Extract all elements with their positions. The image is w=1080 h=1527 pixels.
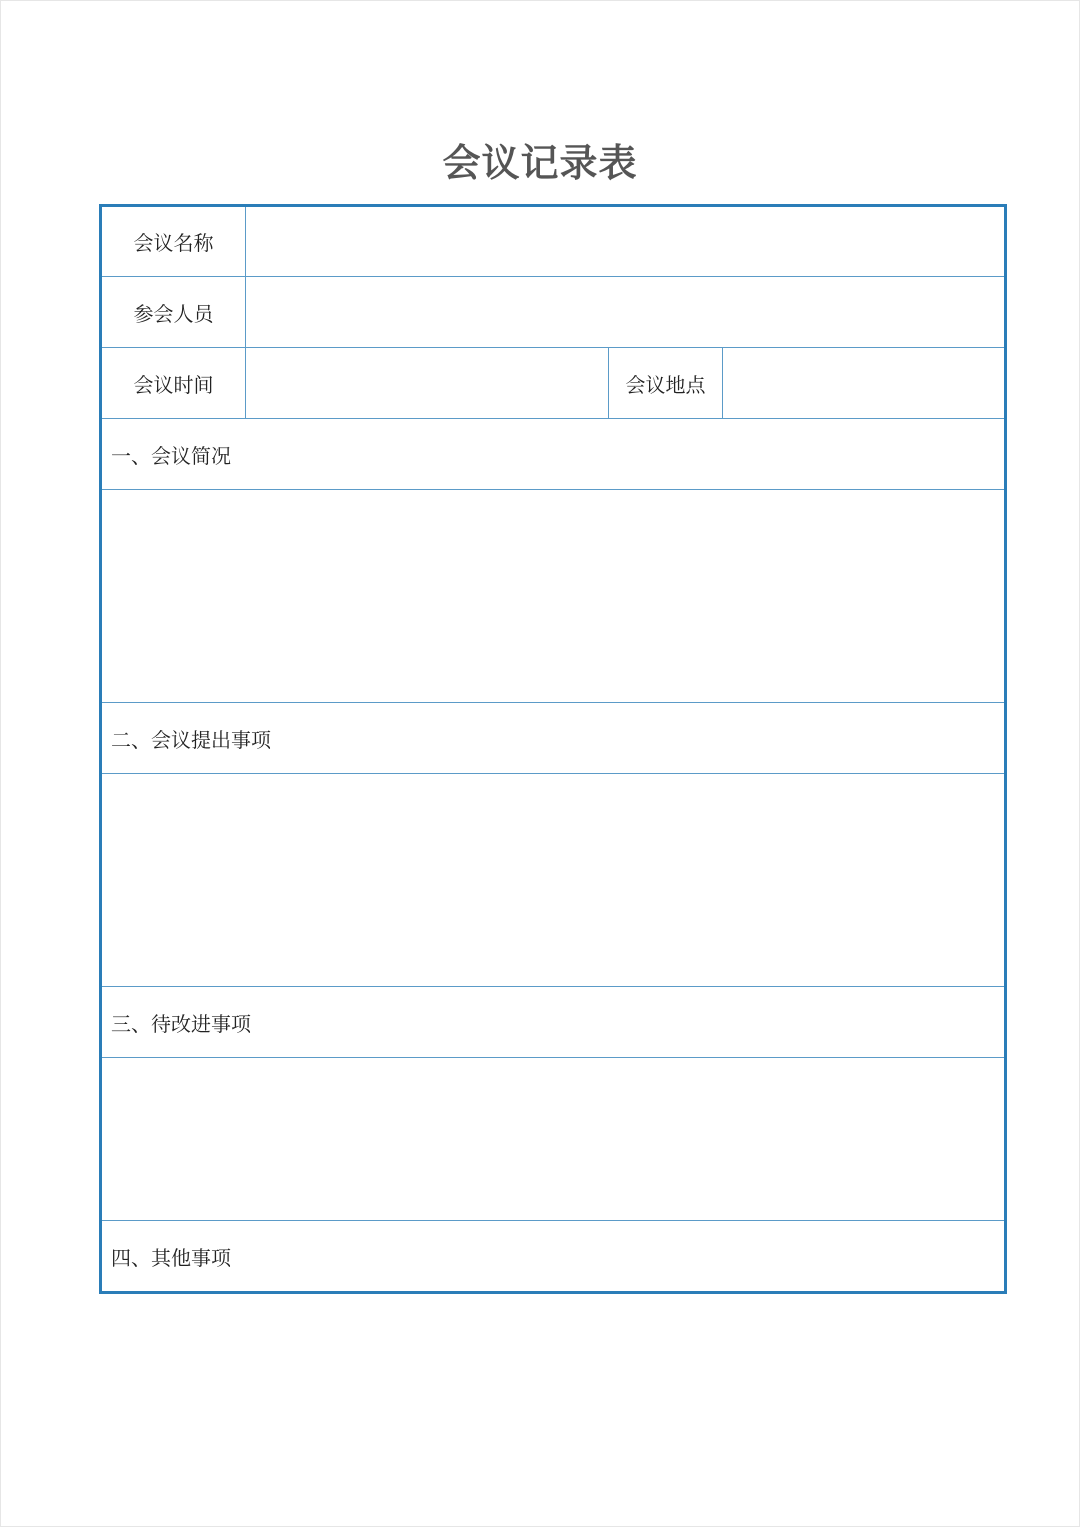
meeting-name-field[interactable] — [246, 206, 1006, 277]
section-content-proposed-items[interactable] — [101, 774, 1006, 987]
section-heading-proposed-items: 二、会议提出事项 — [101, 703, 1006, 774]
meeting-record-table — [99, 204, 1007, 1294]
meeting-location-field[interactable] — [723, 348, 1006, 419]
section-row — [101, 1221, 1006, 1293]
section-row — [101, 703, 1006, 774]
section-row — [101, 419, 1006, 490]
attendees-field[interactable] — [246, 277, 1006, 348]
attendees-label: 参会人员 — [101, 277, 246, 348]
section-body-row — [101, 774, 1006, 987]
section-heading-other-items: 四、其他事项 — [101, 1221, 1006, 1293]
section-heading-overview: 一、会议简况 — [101, 419, 1006, 490]
attendees-row — [101, 277, 1006, 348]
meeting-location-label: 会议地点 — [609, 348, 723, 419]
meeting-name-row — [101, 206, 1006, 277]
meeting-time-field[interactable] — [246, 348, 609, 419]
section-body-row — [101, 1058, 1006, 1221]
page-title: 会议记录表 — [442, 141, 638, 185]
meeting-time-label: 会议时间 — [101, 348, 246, 419]
section-row — [101, 987, 1006, 1058]
section-content-improvements[interactable] — [101, 1058, 1006, 1221]
meeting-name-label: 会议名称 — [101, 206, 246, 277]
section-content-overview[interactable] — [101, 490, 1006, 703]
section-heading-improvements: 三、待改进事项 — [101, 987, 1006, 1058]
section-body-row — [101, 490, 1006, 703]
time-location-row — [101, 348, 1006, 419]
